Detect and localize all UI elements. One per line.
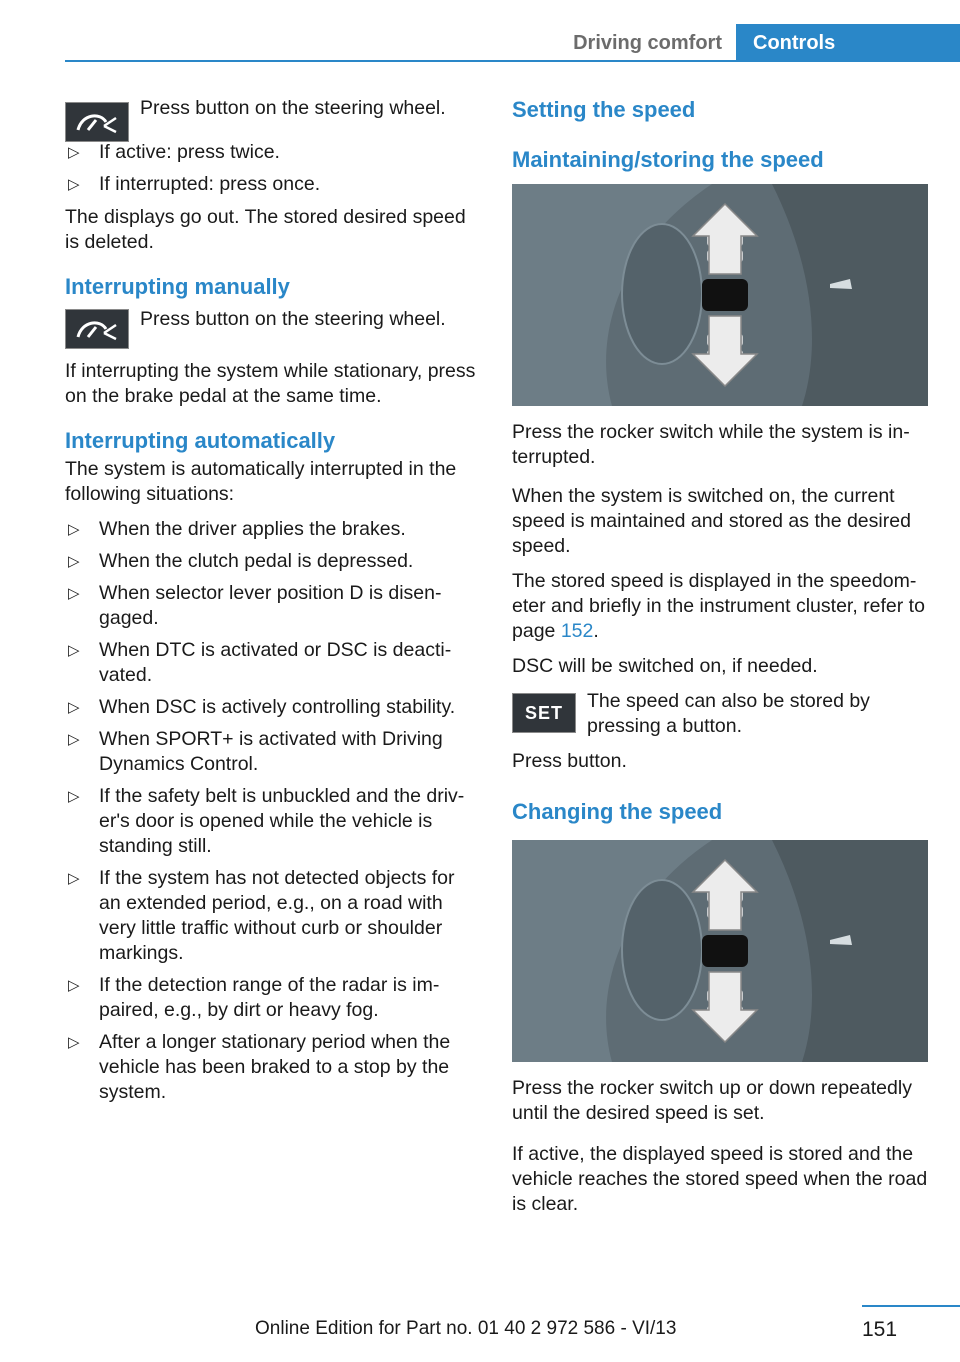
para-7: If active, the displayed speed is stored and the vehicle reaches the stored speed when the road is clear.	[512, 1143, 928, 1215]
list-item: ▷ When DTC is activated or DSC is deacti‐vated.	[65, 638, 477, 688]
para-6: Press the rocker switch up or down repeatedly until the desired speed is set.	[512, 1077, 912, 1124]
intro-text: Press button on the steering wheel.	[140, 97, 446, 119]
cruise-control-icon	[65, 309, 129, 349]
list-item: ▷ After a longer stationary period when the vehicle has been braked to a stop by the system.	[65, 1030, 477, 1105]
manual-button-row	[65, 307, 477, 351]
list-item: ▷ If the system has not detected objects for an extended period, e.g., on a road with very little traffic without curb or shoulder markings.	[65, 866, 477, 966]
auto-bullets	[65, 517, 477, 1105]
auto-para: The system is automatically interrupted in the following situations:	[65, 458, 457, 505]
list-item: ▷ If interrupted: press once.	[65, 172, 477, 197]
manual-text: Press button on the steering wheel.	[140, 308, 446, 330]
list-item: ▷ When DSC is actively controlling stability.	[65, 695, 477, 720]
list-item: ▷ If the safety belt is unbuckled and the driv‐er's door is opened while the vehicle is standing still.	[65, 784, 477, 859]
section-heading: Setting the speed	[512, 97, 696, 122]
manual-heading: Interrupting manually	[65, 274, 290, 299]
cruise-button-row	[65, 96, 477, 140]
list-item: ▷ When SPORT+ is activated with Driving Dynamics Control.	[65, 727, 477, 777]
para-5: Press button.	[512, 750, 627, 772]
para-1: Press the rocker switch while the system is in‐terrupted.	[512, 421, 910, 468]
list-item: ▷ When the driver applies the brakes.	[65, 517, 477, 542]
page-link[interactable]: 152	[560, 620, 594, 642]
header-section: Driving comfort	[573, 32, 722, 54]
list-item: ▷ When selector lever position D is disen‐gaged.	[65, 581, 477, 631]
subheading-change: Changing the speed	[512, 799, 723, 824]
left-column	[65, 96, 477, 1113]
steering-wheel-image	[512, 184, 928, 406]
set-button-row	[512, 689, 928, 739]
set-button-icon	[512, 693, 576, 733]
list-item: ▷ If the detection range of the radar is im‐paired, e.g., by dirt or heavy fog.	[65, 973, 477, 1023]
set-label: SET	[524, 702, 563, 723]
para-3-text: The stored speed is displayed in the speedom‐eter and briefly in the instrument cluster, refer to page	[512, 570, 925, 642]
intro-bullets	[65, 140, 477, 197]
steering-wheel-image-2	[512, 840, 928, 1062]
footer-edition: Online Edition for Part no. 01 40 2 972 586 - VI/13	[255, 1318, 677, 1339]
cruise-control-icon	[65, 102, 129, 142]
para-3-end: .	[593, 620, 599, 642]
page-number: 151	[862, 1318, 898, 1341]
header-rule	[65, 60, 960, 62]
list-item: ▷ When the clutch pedal is depressed.	[65, 549, 477, 574]
header-tab: Controls	[736, 24, 960, 62]
para-3	[512, 569, 928, 644]
para-2: When the system is switched on, the current speed is maintained and stored as the desired speed.	[512, 485, 911, 557]
set-text: The speed can also be stored by pressing a button.	[587, 690, 870, 737]
para-4: DSC will be switched on, if needed.	[512, 655, 818, 677]
manual-para: If interrupting the system while stationary, press on the brake pedal at the same time.	[65, 360, 476, 407]
auto-heading: Interrupting automatically	[65, 428, 336, 453]
list-item: ▷ If active: press twice.	[65, 140, 477, 165]
right-column	[512, 96, 928, 1227]
page-header	[0, 24, 960, 62]
subheading-maintain: Maintaining/storing the speed	[512, 147, 824, 172]
intro-para: The displays go out. The stored desired speed is deleted.	[65, 206, 466, 253]
footer-rule	[862, 1305, 960, 1307]
